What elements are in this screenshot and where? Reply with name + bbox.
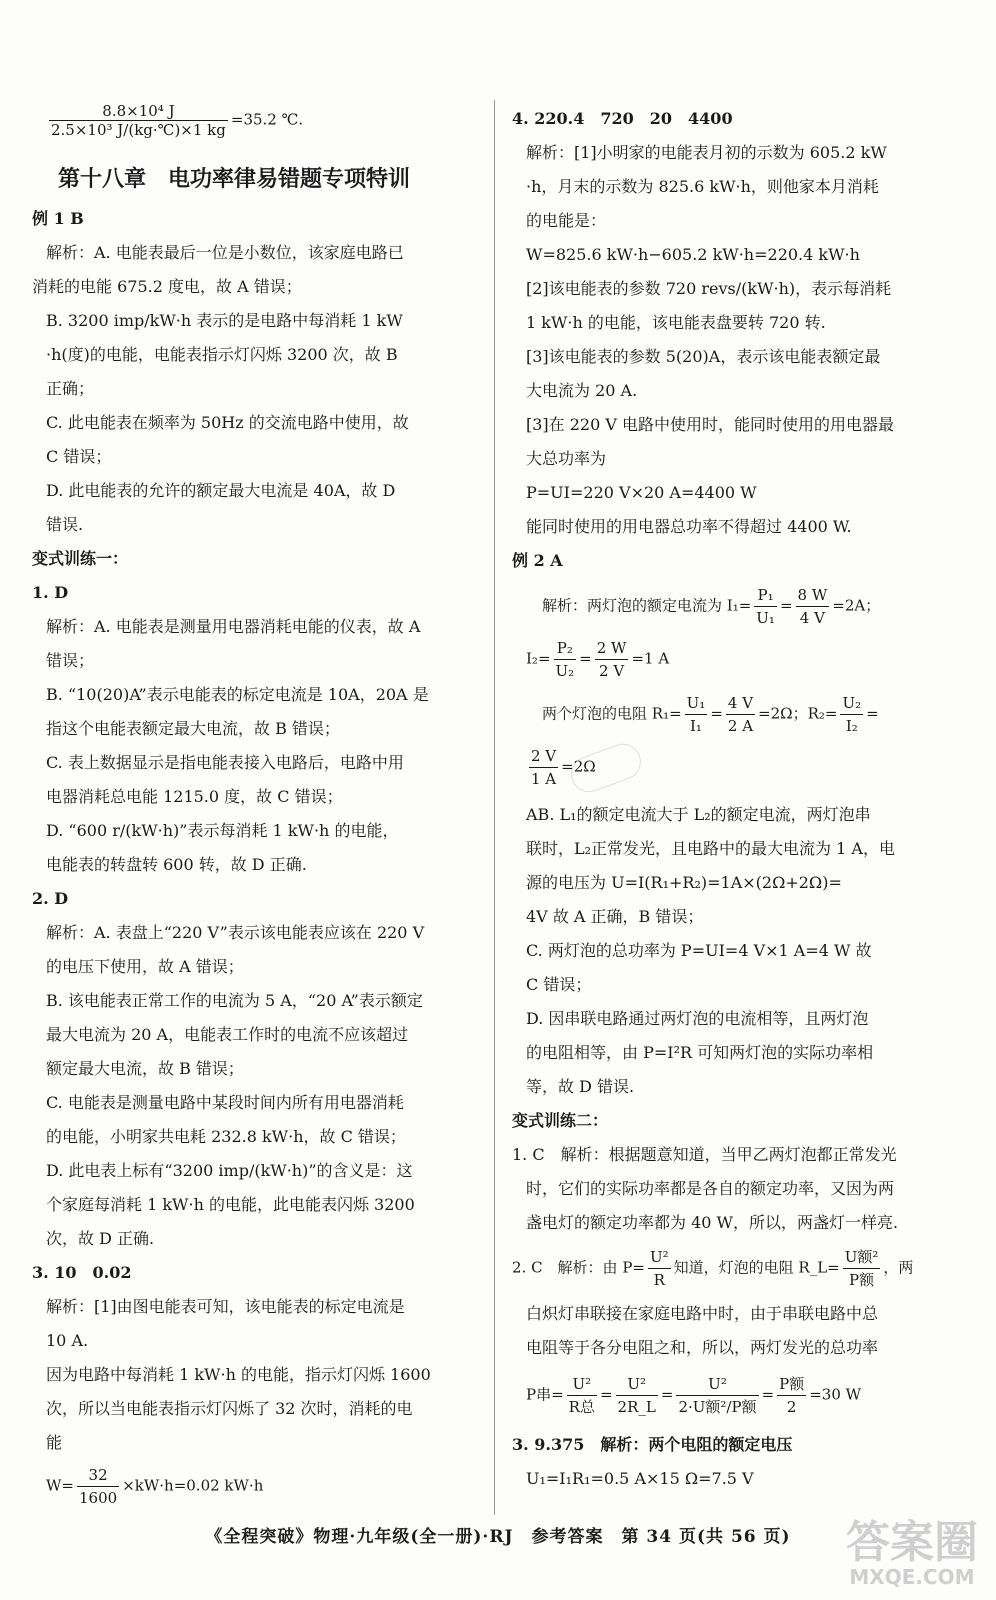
fraction: $\frac{\text{U²}}{\text{2·U额²/P额}}$ [678, 1375, 757, 1416]
question-answer: 1. D [32, 583, 69, 602]
fraction: $\frac{\text{P额}}{2}$ [779, 1375, 805, 1416]
fraction: $\frac{2 V}{1 A}$ [531, 747, 557, 788]
example-2-answer: 例 2 A [512, 551, 563, 570]
question-answer: 3. 10 0.02 [32, 1263, 132, 1282]
text-line: [2]该电能表的参数 720 revs/(kW·h)，表示每消耗 [526, 279, 892, 298]
text-line: AB. L₁的额定电流大于 L₂的额定电流，两灯泡串 [526, 805, 871, 824]
example-1-answer: 例 1 B [32, 209, 84, 228]
text-line: 的电压下使用，故 A 错误； [46, 957, 244, 976]
text-line: 最大电流为 20 A，电能表工作时的电流不应该超过 [46, 1025, 409, 1044]
page-footer: 《全程突破》物理·九年级(全一册)·RJ 参考答案 第 34 页(共 56 页) [205, 1527, 791, 1547]
text-line: B. “10(20)A”表示电能表的标定电流是 10A，20A 是 [46, 685, 429, 704]
text-line: 源的电压为 U=I(R₁+R₂)=1A×(2Ω+2Ω)= [526, 873, 842, 892]
text-line: 因为电路中每消耗 1 kW·h 的电能，指示灯闪烁 1600 [46, 1365, 431, 1384]
text-line: 错误. [46, 515, 84, 534]
fraction: $\frac{\text{U额²}}{\text{P额}}$ [844, 1248, 879, 1289]
text-line: ·h(度)的电能，电能表指示灯闪烁 3200 次，故 B [46, 345, 398, 364]
fraction: $\frac{32}{1600}$ [79, 1466, 118, 1507]
left-column [32, 158, 492, 1509]
text-line: 指这个电能表额定最大电流，故 B 错误； [46, 719, 340, 738]
text-line: 白炽灯串联接在家庭电路中时，由于串联电路中总 [526, 1304, 879, 1323]
text-line: 大电流为 20 A. [526, 381, 638, 400]
fraction: $\frac{\text{U₁}}{\text{I₁}}$ [686, 694, 706, 735]
text-line: U₁=I₁R₁=0.5 A×15 Ω=7.5 V [526, 1469, 754, 1488]
text-line: 消耗的电能 675.2 度电，故 A 错误； [32, 277, 302, 296]
fraction: $\frac{8 W}{4 V}$ [797, 586, 828, 627]
right-column [512, 102, 972, 1496]
text-line: 的电能，小明家共电耗 232.8 kW·h，故 C 错误； [46, 1127, 406, 1146]
faint-stamp [566, 738, 646, 796]
text-line: 解析：A. 表盘上“220 V”表示该电能表应该在 220 V [46, 923, 425, 942]
text-line: 联时，L₂正常发光，且电路中的最大电流为 1 A，电 [526, 839, 895, 858]
text-line: 电阻等于各分电阻之和，所以，两灯发光的总功率 [526, 1338, 879, 1357]
text-line: 电能表的转盘转 600 转，故 D 正确. [46, 855, 307, 874]
text-line: D. 此电表上标有“3200 imp/(kW·h)”的含义是：这 [46, 1161, 413, 1180]
text-line: 解析：A. 电能表最后一位是小数位，该家庭电路已 [46, 243, 404, 262]
text-line: C 错误； [526, 975, 592, 994]
text-line: D. 此电能表的允许的额定最大电流是 40A，故 D [46, 481, 396, 500]
chapter-title: 第十八章 电功率律易错题专项特训 [58, 167, 411, 192]
fraction: $\frac{\text{U₂}}{\text{I₂}}$ [842, 694, 862, 735]
question-answer: 3. 9.375 解析：两个电阻的额定电压 [512, 1435, 793, 1454]
text-line: 解析：[1]由图电能表可知，该电能表的标定电流是 [46, 1297, 405, 1316]
fraction: $\frac{\text{U²}}{R}$ [650, 1248, 669, 1289]
text-line: 能同时使用的用电器总功率不得超过 4400 W. [526, 517, 852, 536]
text-line: 能 [46, 1433, 63, 1452]
text-line: 额定最大电流，故 B 错误； [46, 1059, 244, 1078]
section-heading: 变式训练一： [32, 549, 129, 568]
text-line: C. 此电能表在频率为 50Hz 的交流电路中使用，故 [46, 413, 409, 432]
text-line: C 错误； [46, 447, 112, 466]
equation-p-series: P串= $\frac{\text{U²}}{\text{R总}}$ = $\frac{\text{U²}}{2R\_L}$ = $\frac{\text{U²}}{\text{2·U额²/P额}}$ = $\frac{\text{P额}}{2}$ =30 W [526, 1375, 862, 1416]
text-line: B. 该电能表正常工作的电流为 5 A，“20 A”表示额定 [46, 991, 423, 1010]
fraction: $\frac{\text{P₁}}{\text{U₁}}$ [756, 586, 775, 627]
text-line: 时，它们的实际功率都是各自的额定功率，又因为两 [526, 1179, 895, 1198]
text-line: 个家庭每消耗 1 kW·h 的电能，此电能表闪烁 3200 [46, 1195, 415, 1214]
text-line: C. 表上数据显示是指电能表接入电路后，电路中用 [46, 753, 404, 772]
text-line: ·h，月末的示数为 825.6 kW·h，则他家本月消耗 [526, 177, 879, 196]
question-answer: 4. 220.4 720 20 4400 [512, 109, 733, 128]
fraction: $\frac{\text{8.8×10⁴ J}}{\text{2.5×10³ J/(kg·℃)×1 kg}}$ [51, 102, 226, 139]
text-line: C. 两灯泡的总功率为 P=UI=4 V×1 A=4 W 故 [526, 941, 872, 960]
text-line: 解析：[1]小明家的电能表月初的示数为 605.2 kW [526, 143, 887, 162]
text-line: 电器消耗总电能 1215.0 度，故 C 错误； [46, 787, 343, 806]
text-line: C. 电能表是测量电路中某段时间内所有用电器消耗 [46, 1093, 404, 1112]
text-line: 等，故 D 错误. [526, 1077, 635, 1096]
question-answer: 2. D [32, 889, 69, 908]
text-line: 次，故 D 正确. [46, 1229, 155, 1248]
equation-r2-cont: $\frac{2 V}{1 A}$ =2Ω [512, 745, 972, 790]
section-heading: 变式训练二： [512, 1111, 609, 1130]
text-line: D. “600 r/(kW·h)”表示每消耗 1 kW·h 的电能， [46, 821, 399, 840]
text-line: 1. C 解析：根据题意知道，当甲乙两灯泡都正常发光 [512, 1145, 897, 1164]
equation-w: W= $\frac{32}{1600}$ ×kW·h=0.02 kW·h [46, 1466, 264, 1507]
equation-r1-r2: 两个灯泡的电阻 R₁= $\frac{\text{U₁}}{\text{I₁}}$ = $\frac{4 V}{2 A}$ =2Ω；R₂= $\frac{\text{U₂}}{\text{I₂}}$ = [542, 694, 879, 735]
text-line: 10 A. [46, 1331, 89, 1350]
text-line: D. 因串联电路通过两灯泡的电流相等，且两灯泡 [526, 1009, 869, 1028]
text-line: 正确； [46, 379, 95, 398]
text-line: P=UI=220 V×20 A=4400 W [526, 483, 757, 502]
fraction: $\frac{4 V}{2 A}$ [727, 694, 754, 735]
text-line: W=825.6 kW·h−605.2 kW·h=220.4 kW·h [526, 245, 860, 264]
text-line: B. 3200 imp/kW·h 表示的是电路中每消耗 1 kW [46, 311, 403, 330]
fraction: $\frac{\text{U²}}{2R\_L}$ [617, 1375, 656, 1416]
equation-i2: I₂= $\frac{\text{P₂}}{\text{U₂}}$ = $\frac{2 W}{2 V}$ =1 A [526, 639, 670, 680]
equation-rl: 2. C 解析：由 P= $\frac{\text{U²}}{R}$ 知道，灯泡的电阻 R_L= $\frac{\text{U额²}}{\text{P额}}$ ，两 [512, 1248, 914, 1289]
text-line: 解析：A. 电能表是测量用电器消耗电能的仪表，故 A [46, 617, 421, 636]
equation-i1: 解析：两灯泡的额定电流为 I₁= $\frac{\text{P₁}}{\text{U₁}}$ = $\frac{8 W}{4 V}$ =2A； [542, 586, 881, 627]
text-line: 的电阻相等，由 P=I²R 可知两灯泡的实际功率相 [526, 1043, 874, 1062]
text-line: 盏电灯的额定功率都为 40 W，所以，两盏灯一样亮. [526, 1213, 899, 1232]
fraction: $\frac{2 W}{2 V}$ [596, 639, 627, 680]
text-line: [3]在 220 V 电路中使用时，能同时使用的用电器最 [526, 415, 895, 434]
text-line: 4V 故 A 正确，B 错误； [526, 907, 704, 926]
text-line: 大总功率为 [526, 449, 607, 468]
text-line: 次，所以当电能表指示灯闪烁了 32 次时，消耗的电 [46, 1399, 413, 1418]
text-line: 1 kW·h 的电能，该电能表盘要转 720 转. [526, 313, 826, 332]
top-equation: $\frac{\text{8.8×10⁴ J}}{\text{2.5×10³ J/(kg·℃)×1 kg}}$ =35.2 ℃. [51, 102, 304, 139]
text-line: 错误； [46, 651, 95, 670]
fraction: $\frac{\text{U²}}{\text{R总}}$ [568, 1375, 595, 1416]
text-line: [3]该电能表的参数 5(20)A，表示该电能表额定最 [526, 347, 881, 366]
site-watermark: 答案圈 MXQE.COM [846, 1517, 978, 1589]
column-divider [494, 100, 495, 1515]
fraction: $\frac{\text{P₂}}{\text{U₂}}$ [555, 639, 575, 680]
text-line: 的电能是： [526, 211, 607, 230]
